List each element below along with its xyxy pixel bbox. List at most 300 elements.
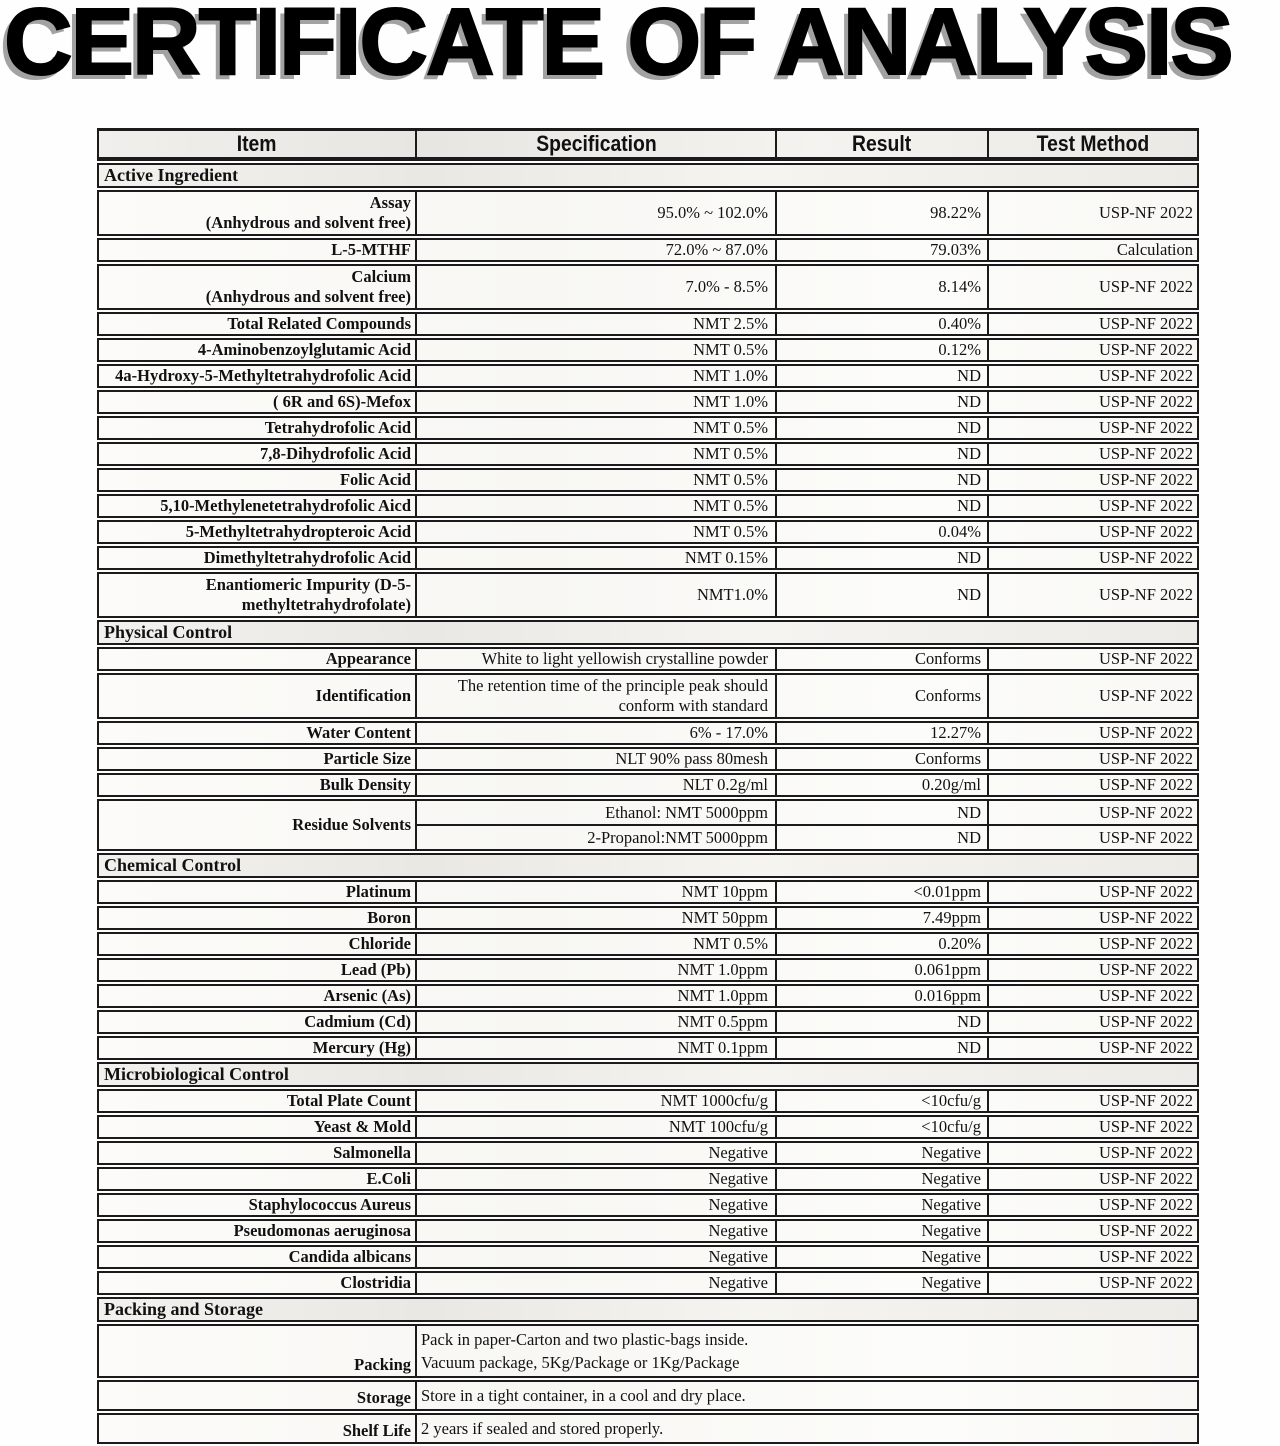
item-cell <box>99 366 415 386</box>
text-line: Tetrahydrofolic Acid <box>264 418 411 437</box>
item-cell <box>99 548 415 568</box>
table-row <box>97 1089 1199 1113</box>
text-line: Packing <box>354 1355 411 1374</box>
result-cell <box>775 649 987 669</box>
result-cell <box>775 775 987 795</box>
method-cell <box>987 675 1197 717</box>
text-line: Storage <box>356 1388 411 1407</box>
result-cell <box>775 266 987 308</box>
column-header-test-method <box>987 131 1197 157</box>
spec-cell <box>415 749 775 769</box>
spec-cell <box>415 444 775 464</box>
text-line: USP-NF 2022 <box>1099 522 1193 541</box>
table-row <box>97 1010 1199 1034</box>
table-row <box>97 932 1199 956</box>
method-cell <box>987 266 1197 308</box>
result-cell <box>775 1169 987 1189</box>
table-row <box>97 1219 1199 1243</box>
text-line: 7.0% - 8.5% <box>685 277 768 296</box>
text-line: ND <box>957 585 981 604</box>
spec-cell <box>415 1247 775 1267</box>
text-line: Bulk Density <box>319 775 411 794</box>
text-line: NMT 0.5% <box>693 444 768 463</box>
text-line: Particle Size <box>323 749 411 768</box>
table-row <box>97 984 1199 1008</box>
item-cell <box>99 801 415 849</box>
method-cell <box>987 314 1197 334</box>
spec-cell <box>415 1091 775 1111</box>
result-cell <box>775 934 987 954</box>
text-line: Identification <box>315 686 411 705</box>
item-cell <box>99 882 415 902</box>
result-cell <box>775 675 987 717</box>
text-line: <0.01ppm <box>913 882 981 901</box>
method-cell <box>987 749 1197 769</box>
text-line: USP-NF 2022 <box>1099 314 1193 333</box>
text-line: Conforms <box>915 649 981 668</box>
item-cell <box>99 392 415 412</box>
text-line: Negative <box>921 1169 981 1188</box>
method-cell <box>987 934 1197 954</box>
table-row <box>97 264 1199 310</box>
column-header-specification <box>415 131 775 157</box>
table-row <box>97 1115 1199 1139</box>
spec-cell <box>415 418 775 438</box>
text-line: USP-NF 2022 <box>1099 444 1193 463</box>
table-row <box>97 958 1199 982</box>
result-cell <box>775 1143 987 1163</box>
table-row <box>97 390 1199 414</box>
result-cell <box>775 470 987 490</box>
item-cell <box>99 649 415 669</box>
item-cell <box>99 749 415 769</box>
text-line: 2 years if sealed and stored properly. <box>421 1419 664 1438</box>
text-line: Total Plate Count <box>286 1091 411 1110</box>
spec-cell <box>415 1117 775 1137</box>
table-row <box>97 906 1199 930</box>
text-line: USP-NF 2022 <box>1099 827 1193 847</box>
packing-text-cell <box>415 1415 1197 1442</box>
text-line: USP-NF 2022 <box>1099 986 1193 1005</box>
method-cell <box>987 826 1197 849</box>
text-line: Calcium <box>351 267 411 286</box>
item-cell <box>99 192 415 234</box>
table-row <box>97 1141 1199 1165</box>
text-line: USP-NF 2022 <box>1099 960 1193 979</box>
spec-cell <box>417 801 775 824</box>
text-line: Enantiomeric Impurity (D-5- <box>205 575 411 594</box>
text-line: NMT 2.5% <box>693 314 768 333</box>
spec-cell <box>415 266 775 308</box>
table-subrow <box>417 824 1197 849</box>
column-header-result-label: Result <box>852 131 912 156</box>
text-line: USP-NF 2022 <box>1099 749 1193 768</box>
result-cell <box>775 340 987 360</box>
text-line: USP-NF 2022 <box>1099 723 1193 742</box>
table-row <box>97 1167 1199 1191</box>
text-line: 4-Aminobenzoylglutamic Acid <box>197 340 411 359</box>
item-cell <box>99 1117 415 1137</box>
item-cell <box>99 266 415 308</box>
text-line: 2-Propanol:NMT 5000ppm <box>587 827 768 847</box>
text-line: ND <box>957 548 981 567</box>
text-line: USP-NF 2022 <box>1099 1038 1193 1057</box>
result-cell <box>775 986 987 1006</box>
text-line: ND <box>957 1038 981 1057</box>
section-header <box>97 620 1199 645</box>
column-header-specification-label: Specification <box>535 131 657 156</box>
text-line: USP-NF 2022 <box>1099 1143 1193 1162</box>
text-line: USP-NF 2022 <box>1099 548 1193 567</box>
result-cell <box>775 882 987 902</box>
result-cell <box>775 366 987 386</box>
item-cell <box>99 1169 415 1189</box>
result-cell <box>775 496 987 516</box>
page-title: CERTIFICATE OF ANALYSIS <box>4 0 1232 95</box>
table-row <box>97 1380 1199 1411</box>
text-line: 79.03% <box>930 240 981 259</box>
text-line: ND <box>957 496 981 515</box>
table-row <box>97 773 1199 797</box>
text-line: USP-NF 2022 <box>1099 1221 1193 1240</box>
table-row <box>97 1324 1199 1378</box>
text-line: ND <box>957 418 981 437</box>
text-line: Assay <box>369 193 411 212</box>
table-row <box>97 1271 1199 1295</box>
result-cell <box>775 1247 987 1267</box>
text-line: Negative <box>921 1247 981 1266</box>
item-cell <box>99 574 415 616</box>
table-row <box>97 880 1199 904</box>
text-line: Negative <box>921 1195 981 1214</box>
text-line: Negative <box>708 1221 768 1240</box>
packing-text-cell <box>415 1326 1197 1376</box>
text-line: Chloride <box>348 934 411 953</box>
text-line: Platinum <box>345 882 411 901</box>
text-line: NMT 1.0ppm <box>677 960 768 979</box>
result-cell <box>775 392 987 412</box>
text-line: NMT 0.5% <box>693 522 768 541</box>
text-line: conform with standard <box>618 696 768 715</box>
text-line: Store in a tight container, in a cool and dry place. <box>421 1386 746 1405</box>
result-cell <box>775 801 987 824</box>
item-cell <box>99 418 415 438</box>
text-line: NMT 1.0% <box>693 366 768 385</box>
text-line: NMT 0.5% <box>693 934 768 953</box>
method-cell <box>987 418 1197 438</box>
text-line: Negative <box>708 1273 768 1292</box>
text-line: ( 6R and 6S)-Mefox <box>273 392 411 411</box>
text-line: ND <box>957 366 981 385</box>
table-row <box>97 364 1199 388</box>
text-line: USP-NF 2022 <box>1099 1169 1193 1188</box>
item-cell <box>99 775 415 795</box>
method-cell <box>987 240 1197 260</box>
table-row <box>97 546 1199 570</box>
text-line: Arsenic (As) <box>323 986 411 1005</box>
table-row <box>97 338 1199 362</box>
text-line: 4a-Hydroxy-5-Methyltetrahydrofolic Acid <box>115 366 411 385</box>
text-line: Boron <box>367 908 411 927</box>
text-line: Conforms <box>915 749 981 768</box>
method-cell <box>987 960 1197 980</box>
text-line: 6% - 17.0% <box>689 723 768 742</box>
result-cell <box>775 418 987 438</box>
spec-cell <box>415 908 775 928</box>
method-cell <box>987 1143 1197 1163</box>
spec-cell <box>415 1038 775 1058</box>
spec-cell <box>415 882 775 902</box>
column-header-item-label: Item <box>237 131 277 156</box>
text-line: Yeast & Mold <box>313 1117 411 1136</box>
table-row <box>97 1193 1199 1217</box>
result-cell <box>775 444 987 464</box>
text-line: 98.22% <box>930 203 981 222</box>
table-row <box>97 572 1199 618</box>
text-line: Folic Acid <box>339 470 411 489</box>
text-line: Conforms <box>915 686 981 705</box>
item-cell <box>99 314 415 334</box>
text-line: 0.20% <box>938 934 981 953</box>
spec-cell <box>415 1143 775 1163</box>
item-cell <box>99 986 415 1006</box>
table-row <box>97 1245 1199 1269</box>
method-cell <box>987 1038 1197 1058</box>
result-cell <box>775 960 987 980</box>
result-cell <box>775 1117 987 1137</box>
text-line: <10cfu/g <box>921 1091 981 1110</box>
text-line: (Anhydrous and solvent free) <box>205 213 411 232</box>
text-line: USP-NF 2022 <box>1099 1195 1193 1214</box>
item-cell <box>99 1091 415 1111</box>
item-cell <box>99 908 415 928</box>
item-cell <box>99 470 415 490</box>
text-line: USP-NF 2022 <box>1099 649 1193 668</box>
result-cell <box>775 826 987 849</box>
text-line: Negative <box>708 1169 768 1188</box>
method-cell <box>987 574 1197 616</box>
text-line: Ethanol: NMT 5000ppm <box>605 802 768 822</box>
section-header-label: Microbiological Control <box>104 1064 289 1084</box>
text-line: USP-NF 2022 <box>1099 366 1193 385</box>
text-line: 0.016ppm <box>914 986 981 1005</box>
method-cell <box>987 1195 1197 1215</box>
spec-cell <box>415 986 775 1006</box>
text-line: Staphylococcus Aureus <box>248 1195 411 1214</box>
method-cell <box>987 444 1197 464</box>
text-line: 72.0% ~ 87.0% <box>665 240 768 259</box>
table-row <box>97 520 1199 544</box>
text-line: USP-NF 2022 <box>1099 882 1193 901</box>
text-line: USP-NF 2022 <box>1099 934 1193 953</box>
text-line: Candida albicans <box>288 1247 411 1266</box>
item-cell <box>99 240 415 260</box>
table-row <box>97 799 1199 851</box>
text-line: (Anhydrous and solvent free) <box>205 287 411 306</box>
spec-cell <box>415 470 775 490</box>
result-cell <box>775 1195 987 1215</box>
text-line: Water Content <box>306 723 411 742</box>
item-cell <box>99 960 415 980</box>
text-line: USP-NF 2022 <box>1099 1273 1193 1292</box>
text-line: Negative <box>921 1221 981 1240</box>
result-cell <box>775 749 987 769</box>
text-line: USP-NF 2022 <box>1099 908 1193 927</box>
item-cell <box>99 1012 415 1032</box>
method-cell <box>987 470 1197 490</box>
spec-cell <box>415 1273 775 1293</box>
text-line: NMT 0.1ppm <box>677 1038 768 1057</box>
section-header-label: Active Ingredient <box>104 165 239 185</box>
result-cell <box>775 1273 987 1293</box>
method-cell <box>987 548 1197 568</box>
text-line: USP-NF 2022 <box>1099 470 1193 489</box>
table-subrow <box>417 801 1197 824</box>
text-line: NMT 0.5% <box>693 470 768 489</box>
text-line: NMT 50ppm <box>681 908 768 927</box>
text-line: 8.14% <box>938 277 981 296</box>
text-line: USP-NF 2022 <box>1099 585 1193 604</box>
result-cell <box>775 548 987 568</box>
table-row <box>97 494 1199 518</box>
item-cell <box>99 934 415 954</box>
table-row <box>97 312 1199 336</box>
section-header <box>97 853 1199 878</box>
result-cell <box>775 1221 987 1241</box>
result-cell <box>775 1091 987 1111</box>
text-line: 0.04% <box>938 522 981 541</box>
text-line: NMT 0.15% <box>684 548 768 567</box>
method-cell <box>987 1221 1197 1241</box>
table-row <box>97 1413 1199 1444</box>
method-cell <box>987 801 1197 824</box>
packing-text-cell <box>415 1382 1197 1409</box>
method-cell <box>987 775 1197 795</box>
text-line: NMT 1.0ppm <box>677 986 768 1005</box>
text-line: NLT 0.2g/ml <box>682 775 768 794</box>
text-line: L-5-MTHF <box>331 240 411 259</box>
text-line: 0.061ppm <box>914 960 981 979</box>
text-line: Total Related Compounds <box>227 314 411 333</box>
item-cell <box>99 675 415 717</box>
item-cell <box>99 1143 415 1163</box>
result-cell <box>775 240 987 260</box>
result-cell <box>775 1038 987 1058</box>
column-header-result <box>775 131 987 157</box>
method-cell <box>987 1012 1197 1032</box>
method-cell <box>987 496 1197 516</box>
spec-cell <box>415 1221 775 1241</box>
text-line: 0.40% <box>938 314 981 333</box>
method-cell <box>987 340 1197 360</box>
table-header-row <box>97 128 1199 161</box>
text-line: Negative <box>921 1143 981 1162</box>
method-cell <box>987 366 1197 386</box>
text-line: NMT 0.5ppm <box>677 1012 768 1031</box>
spec-cell <box>415 392 775 412</box>
text-line: 12.27% <box>930 723 981 742</box>
table-row <box>97 673 1199 719</box>
section-header-label: Physical Control <box>104 622 233 642</box>
text-line: NMT 0.5% <box>693 340 768 359</box>
text-line: 7,8-Dihydrofolic Acid <box>260 444 411 463</box>
text-line: White to light yellowish crystalline powder <box>481 649 768 668</box>
text-line: USP-NF 2022 <box>1099 802 1193 822</box>
table-row <box>97 468 1199 492</box>
table-row <box>97 647 1199 671</box>
spec-cell <box>415 675 775 717</box>
text-line: NLT 90% pass 80mesh <box>615 749 768 768</box>
spec-cell <box>415 522 775 542</box>
method-cell <box>987 723 1197 743</box>
text-line: NMT 10ppm <box>681 882 768 901</box>
table-row <box>97 238 1199 262</box>
result-cell <box>775 314 987 334</box>
text-line: Calculation <box>1116 240 1193 259</box>
method-cell <box>987 1117 1197 1137</box>
item-cell <box>99 1038 415 1058</box>
spec-cell <box>415 649 775 669</box>
spec-cell <box>417 826 775 849</box>
section-header-label: Chemical Control <box>104 855 242 875</box>
item-cell <box>99 340 415 360</box>
text-line: Pack in paper-Carton and two plastic-bags inside. <box>421 1330 749 1349</box>
item-cell <box>99 1273 415 1293</box>
text-line: methyltetrahydrofolate) <box>241 595 411 614</box>
method-cell <box>987 192 1197 234</box>
item-cell <box>99 1195 415 1215</box>
method-cell <box>987 1273 1197 1293</box>
spec-cell <box>415 574 775 616</box>
column-header-item <box>99 131 415 157</box>
item-cell <box>99 1382 415 1409</box>
text-line: USP-NF 2022 <box>1099 775 1193 794</box>
text-line: NMT1.0% <box>696 585 768 604</box>
text-line: USP-NF 2022 <box>1099 203 1193 222</box>
table-row <box>97 442 1199 466</box>
text-line: USP-NF 2022 <box>1099 340 1193 359</box>
result-cell <box>775 192 987 234</box>
result-cell <box>775 522 987 542</box>
table-row <box>97 721 1199 745</box>
text-line: USP-NF 2022 <box>1099 418 1193 437</box>
section-header <box>97 1297 1199 1322</box>
item-cell <box>99 1247 415 1267</box>
item-cell <box>99 522 415 542</box>
text-line: 5-Methyltetrahydropteroic Acid <box>185 522 411 541</box>
text-line: NMT 1.0% <box>693 392 768 411</box>
text-line: ND <box>957 827 981 847</box>
text-line: Appearance <box>325 649 411 668</box>
method-cell <box>987 986 1197 1006</box>
spec-cell <box>415 340 775 360</box>
text-line: USP-NF 2022 <box>1099 1091 1193 1110</box>
table-row <box>97 1036 1199 1060</box>
method-cell <box>987 392 1197 412</box>
method-cell <box>987 1247 1197 1267</box>
text-line: Negative <box>921 1273 981 1292</box>
text-line: USP-NF 2022 <box>1099 686 1193 705</box>
column-header-test-method-label: Test Method <box>1036 131 1150 156</box>
spec-cell <box>415 192 775 234</box>
text-line: ND <box>957 1012 981 1031</box>
text-line: Negative <box>708 1143 768 1162</box>
spec-cell <box>415 723 775 743</box>
text-line: <10cfu/g <box>921 1117 981 1136</box>
spec-cell <box>415 775 775 795</box>
section-header-label: Packing and Storage <box>104 1299 264 1319</box>
item-cell <box>99 723 415 743</box>
